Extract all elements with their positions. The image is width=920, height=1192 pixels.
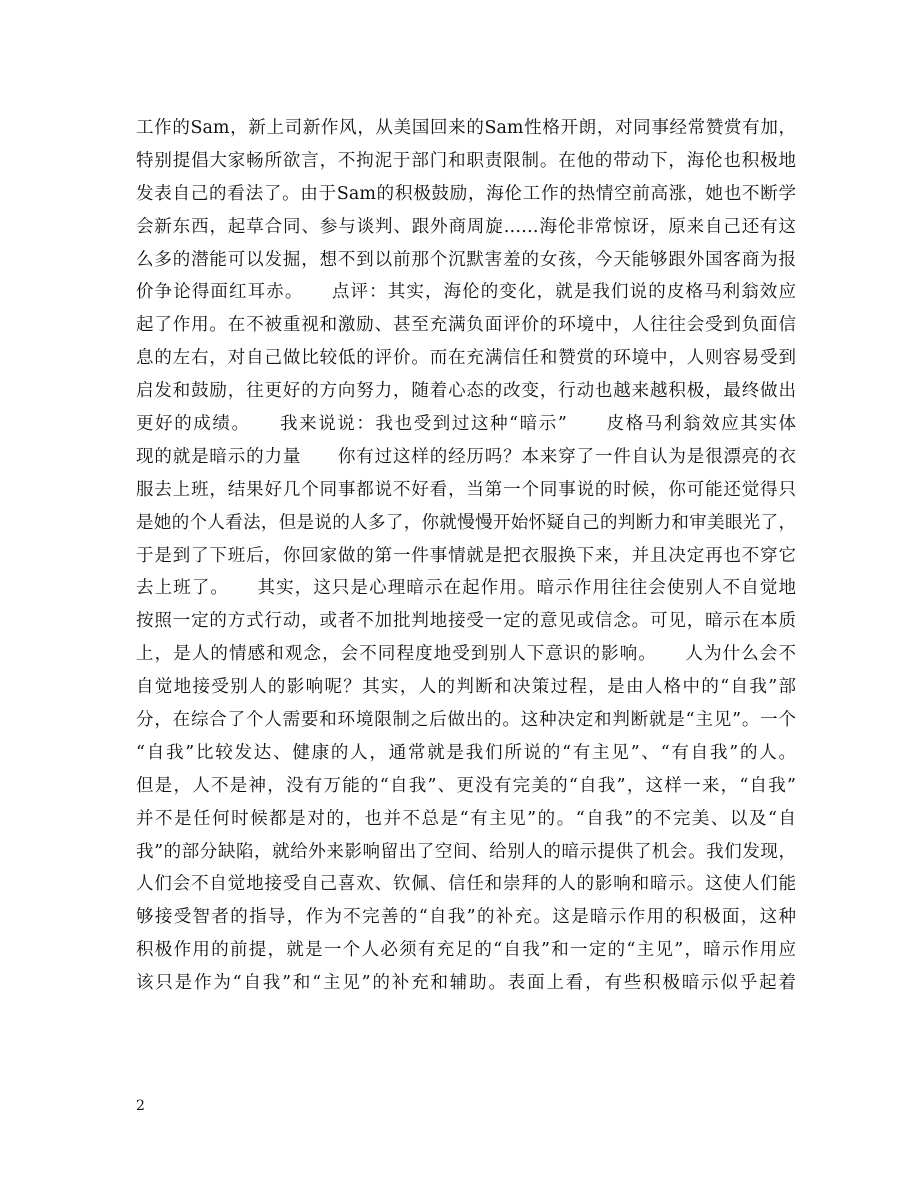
text-line: 分，在综合了个人需要和环境限制之后做出的。这种决定和判断就是“主见”。一个 (136, 710, 796, 731)
text-line: 积极作用的前提，就是一个人必须有充足的“自我”和一定的“主见”，暗示作用应 (136, 940, 796, 961)
text-line: 按照一定的方式行动，或者不加批判地接受一定的意见或信念。可见，暗示在本质 (136, 611, 796, 632)
text-line: 上，是人的情感和观念，会不同程度地受到别人下意识的影响。 人为什么会不 (136, 644, 796, 665)
text-line: 发表自己的看法了。由于Sam的积极鼓励，海伦工作的热情空前高涨，她也不断学 (136, 183, 796, 204)
page-number: 2 (136, 1098, 145, 1114)
text-line: 并不是任何时候都是对的，也并不总是“有主见”的。“自我”的不完美、以及“自 (136, 808, 796, 829)
text-line: 去上班了。 其实，这只是心理暗示在起作用。暗示作用往往会使别人不自觉地 (136, 578, 796, 599)
text-line: 我”的部分缺陷，就给外来影响留出了空间、给别人的暗示提供了机会。我们发现， (136, 841, 796, 862)
text-line: 是她的个人看法，但是说的人多了，你就慢慢开始怀疑自己的判断力和审美眼光了， (136, 512, 796, 533)
body-text (136, 112, 796, 1000)
text-line: 于是到了下班后，你回家做的第一件事情就是把衣服换下来，并且决定再也不穿它 (136, 545, 796, 566)
text-line: 人们会不自觉地接受自己喜欢、钦佩、信任和崇拜的人的影响和暗示。这使人们能 (136, 874, 796, 895)
text-line: 该只是作为“自我”和“主见”的补充和辅助。表面上看，有些积极暗示似乎起着 (136, 973, 796, 994)
text-line: 起了作用。在不被重视和激励、甚至充满负面评价的环境中，人往往会受到负面信 (136, 315, 796, 336)
text-line: 会新东西，起草合同、参与谈判、跟外商周旋……海伦非常惊讶，原来自己还有这 (136, 216, 796, 237)
text-line: 够接受智者的指导，作为不完善的“自我”的补充。这是暗示作用的积极面，这种 (136, 907, 796, 928)
text-line: 么多的潜能可以发掘，想不到以前那个沉默害羞的女孩，今天能够跟外国客商为报 (136, 249, 796, 270)
text-line: 更好的成绩。 我来说说：我也受到过这种“暗示” 皮格马利翁效应其实体 (136, 414, 796, 435)
text-line: 但是，人不是神，没有万能的“自我”、更没有完美的“自我”，这样一来，“自我” (136, 775, 796, 796)
text-line: 息的左右，对自己做比较低的评价。而在充满信任和赞赏的环境中，人则容易受到 (136, 348, 796, 369)
text-line: “自我”比较发达、健康的人，通常就是我们所说的“有主见”、“有自我”的人。 (136, 742, 796, 763)
text-line: 工作的Sam，新上司新作风，从美国回来的Sam性格开朗，对同事经常赞赏有加， (136, 118, 796, 138)
text-line: 启发和鼓励，往更好的方向努力，随着心态的改变，行动也越来越积极，最终做出 (136, 381, 796, 402)
text-line: 服去上班，结果好几个同事都说不好看，当第一个同事说的时候，你可能还觉得只 (136, 479, 796, 500)
text-line: 现的就是暗示的力量 你有过这样的经历吗？本来穿了一件自认为是很漂亮的衣 (136, 446, 796, 467)
text-line: 自觉地接受别人的影响呢？其实，人的判断和决策过程，是由人格中的“自我”部 (136, 677, 796, 698)
text-line: 特别提倡大家畅所欲言，不拘泥于部门和职责限制。在他的带动下，海伦也积极地 (136, 150, 796, 171)
text-line: 价争论得面红耳赤。 点评：其实，海伦的变化，就是我们说的皮格马利翁效应 (136, 282, 796, 303)
